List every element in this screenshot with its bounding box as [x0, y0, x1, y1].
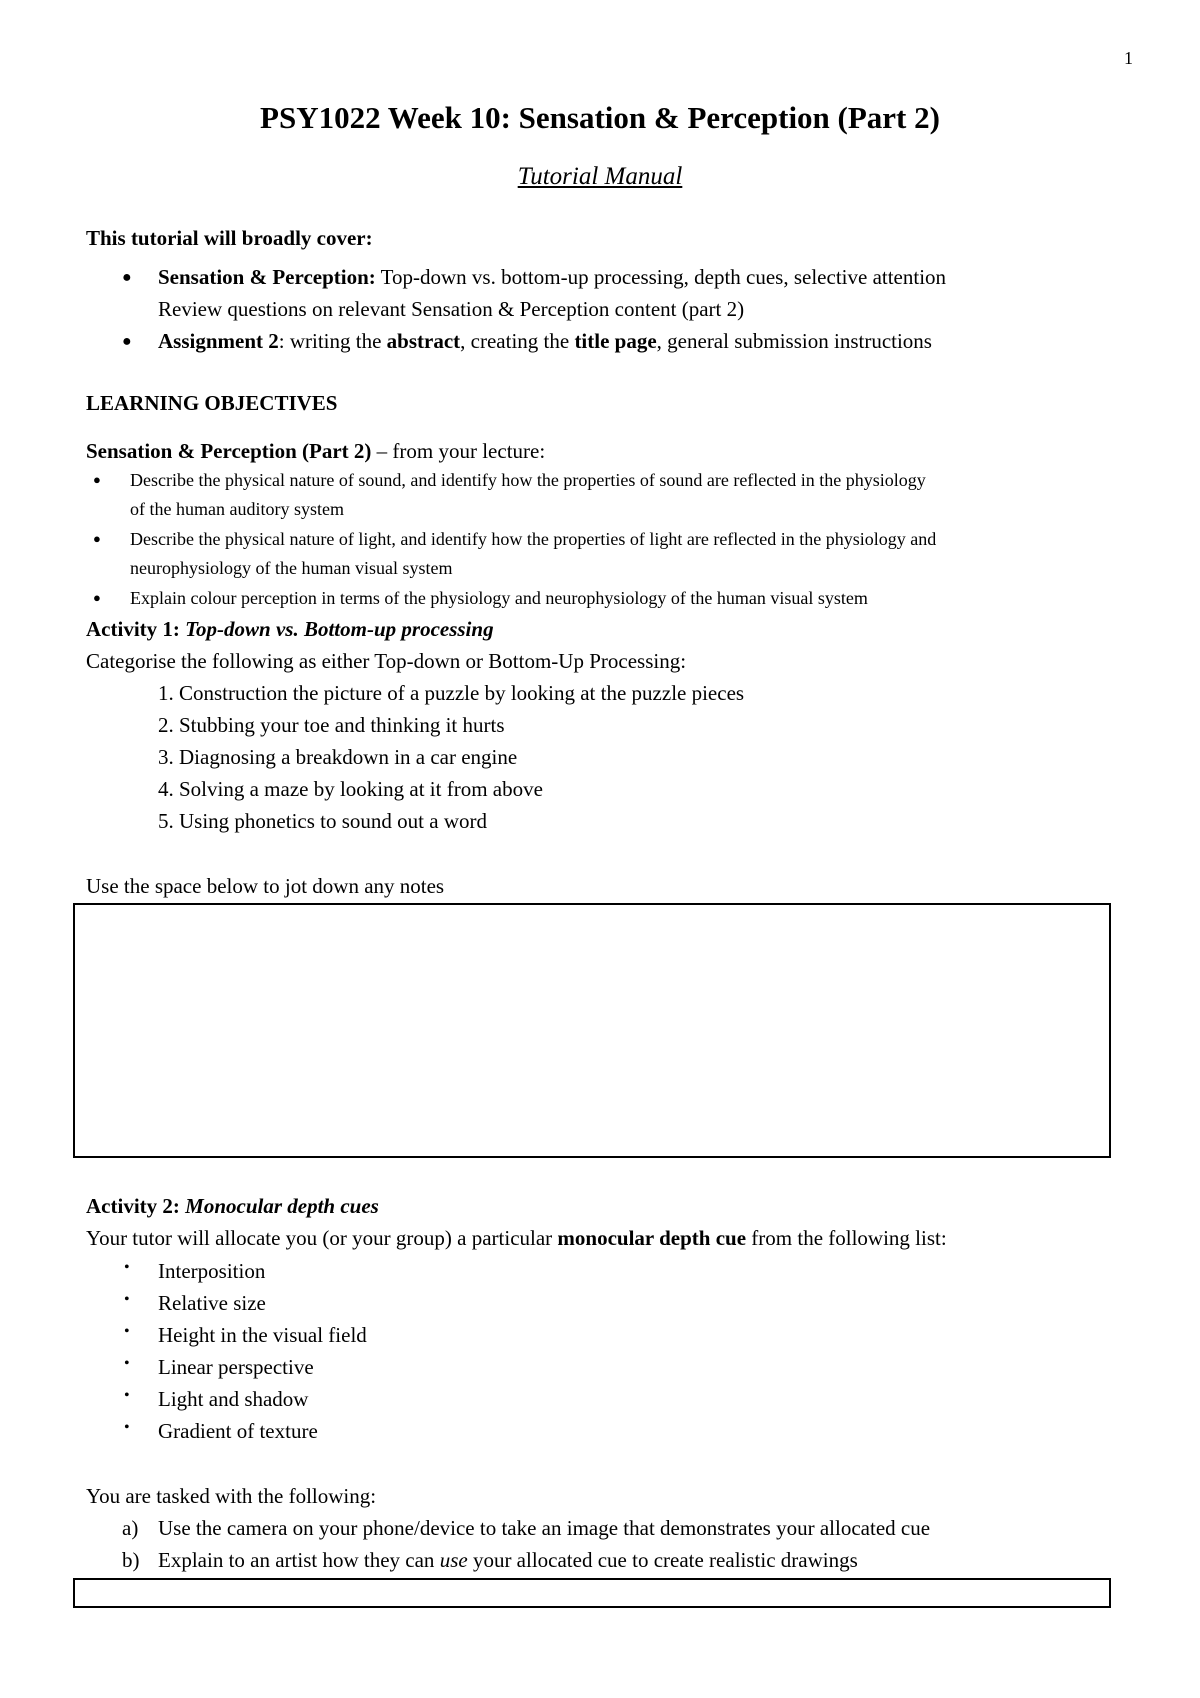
- depth-cue-item: Linear perspective: [158, 1355, 314, 1379]
- activity-1-item: 2. Stubbing your toe and thinking it hurts: [158, 713, 505, 737]
- activity-1-item: 4. Solving a maze by looking at it from above: [158, 777, 543, 801]
- objective-1-line2: of the human auditory system: [130, 499, 344, 519]
- answer-box[interactable]: [73, 1578, 1111, 1608]
- objective-2: Describe the physical nature of light, and identify how the properties of light are reflected in the physiology and: [130, 529, 937, 549]
- bullet-icon: •: [124, 1323, 130, 1340]
- depth-cue-item: Gradient of texture: [158, 1419, 318, 1443]
- activity-1-item: 1. Construction the picture of a puzzle by looking at the puzzle pieces: [158, 681, 745, 705]
- activity-2-heading: Activity 2: Monocular depth cues: [86, 1194, 379, 1218]
- notes-prompt: Use the space below to jot down any notes: [86, 874, 445, 898]
- bullet-icon: •: [124, 1387, 130, 1404]
- page-number: 1: [1124, 48, 1133, 68]
- page-title: PSY1022 Week 10: Sensation & Perception (Part 2): [260, 100, 940, 135]
- depth-cue-item: Light and shadow: [158, 1387, 309, 1411]
- bullet-icon: •: [124, 1291, 130, 1308]
- objectives-subheading: Sensation & Perception (Part 2) – from your lecture:: [86, 439, 546, 463]
- intro-heading: This tutorial will broadly cover:: [86, 226, 373, 250]
- activity-1-item: 3. Diagnosing a breakdown in a car engine: [158, 745, 518, 769]
- objective-2-line2: neurophysiology of the human visual system: [130, 558, 453, 578]
- page-subtitle: Tutorial Manual: [517, 163, 683, 190]
- task-marker: a): [122, 1516, 139, 1540]
- depth-cue-item: Interposition: [158, 1259, 266, 1283]
- activity-1-item: 5. Using phonetics to sound out a word: [158, 809, 487, 833]
- task-item: Explain to an artist how they can use your allocated cue to create realistic drawings: [158, 1548, 858, 1572]
- depth-cue-item: Relative size: [158, 1291, 266, 1315]
- bullet-icon: ●: [122, 269, 132, 286]
- objectives-heading: LEARNING OBJECTIVES: [86, 391, 338, 415]
- intro-item-1-line2: Review questions on relevant Sensation & Perception content (part 2): [158, 297, 745, 321]
- bullet-icon: ●: [122, 333, 132, 350]
- bullet-icon: •: [124, 1259, 130, 1276]
- task-intro: You are tasked with the following:: [86, 1484, 377, 1508]
- notes-box[interactable]: [73, 903, 1111, 1158]
- activity-2-instruction: Your tutor will allocate you (or your group) a particular monocular depth cue from the following list:: [86, 1226, 947, 1250]
- bullet-icon: ●: [93, 590, 101, 605]
- task-item: Use the camera on your phone/device to take an image that demonstrates your allocated cue: [158, 1516, 931, 1540]
- intro-item-1: Sensation & Perception: Top-down vs. bottom-up processing, depth cues, selective attention: [158, 265, 947, 289]
- intro-item-2: Assignment 2: writing the abstract, creating the title page, general submission instructions: [158, 329, 932, 353]
- task-marker: b): [122, 1548, 140, 1572]
- bullet-icon: •: [124, 1355, 130, 1372]
- activity-1-instruction: Categorise the following as either Top-down or Bottom-Up Processing:: [86, 649, 687, 673]
- bullet-icon: •: [124, 1419, 130, 1436]
- bullet-icon: ●: [93, 531, 101, 546]
- activity-1-heading: Activity 1: Top-down vs. Bottom-up processing: [86, 617, 494, 641]
- bullet-icon: ●: [93, 472, 101, 487]
- depth-cue-item: Height in the visual field: [158, 1323, 367, 1347]
- objective-1: Describe the physical nature of sound, and identify how the properties of sound are reflected in the physiology: [130, 470, 926, 490]
- objective-3: Explain colour perception in terms of the physiology and neurophysiology of the human visual system: [130, 588, 868, 608]
